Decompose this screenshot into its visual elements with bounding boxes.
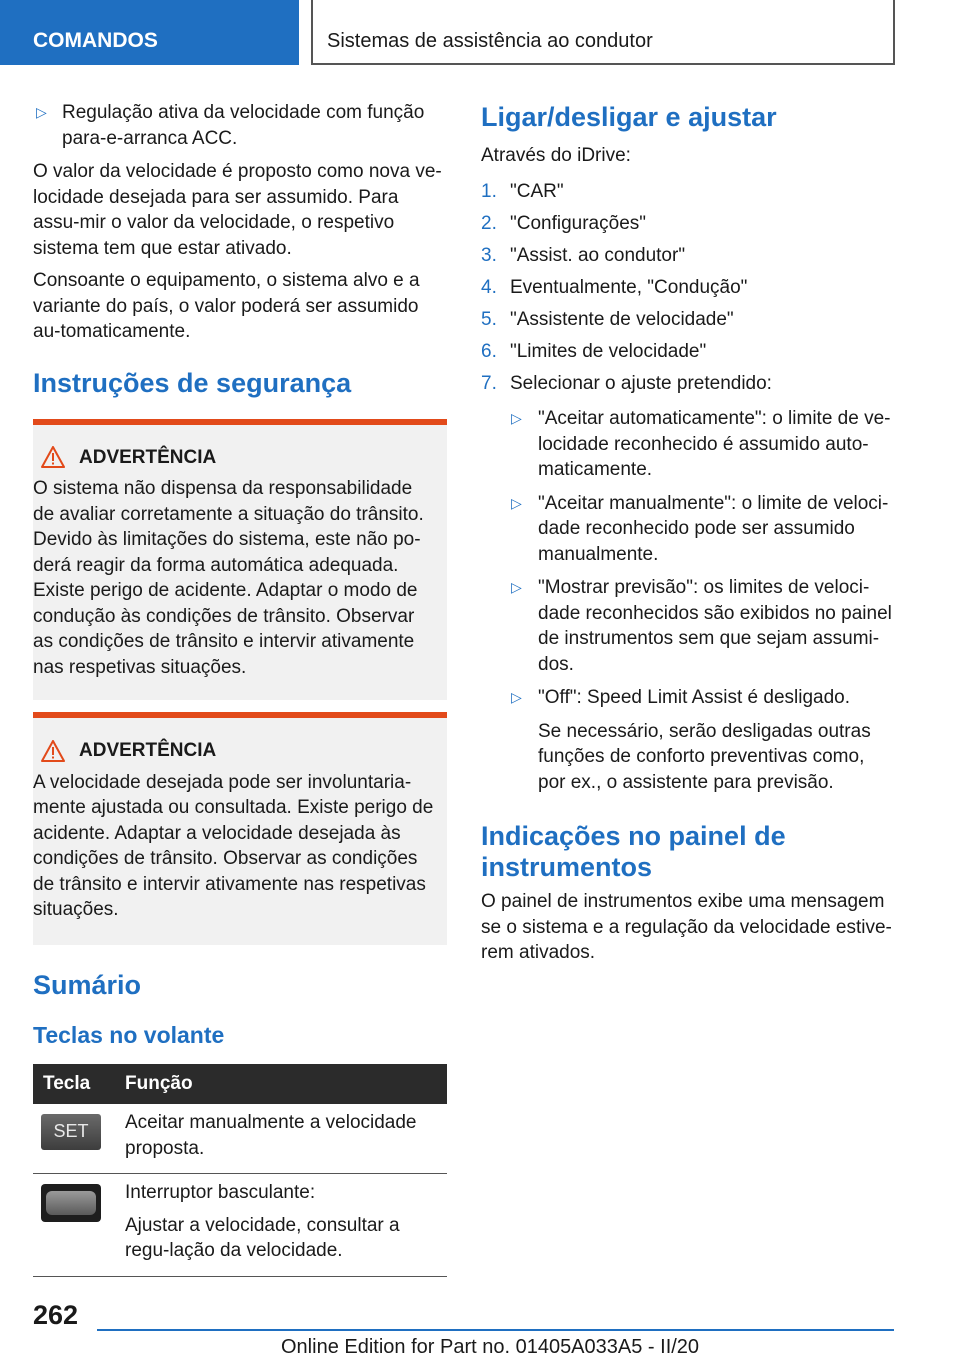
list-item: 5. "Assistente de velocidade" xyxy=(481,308,734,330)
list-item: ▷ "Mostrar previsão": os limites de veloci-dade reconhecidos são exibidos no painel de instrumentos sem que sejam assumi-dos. xyxy=(511,577,892,675)
triangle-bullet-icon: ▷ xyxy=(511,579,522,595)
table-header-row xyxy=(33,1064,447,1104)
list-item: 7. Selecionar o ajuste pretendido: xyxy=(481,372,772,394)
warning-box xyxy=(33,712,447,945)
list-item: 2. "Configurações" xyxy=(481,212,647,234)
list-item: ▷ "Aceitar manualmente": o limite de veloci-dade reconhecido pode ser assumido manualmente. xyxy=(511,492,889,565)
triangle-bullet-icon: ▷ xyxy=(511,689,522,705)
heading-keys: Teclas no volante xyxy=(33,1021,225,1048)
heading-summary: Sumário xyxy=(33,969,142,1000)
keys-table xyxy=(33,1064,447,1277)
warning-body: A velocidade desejada pode ser involuntaria-mente ajustada ou consultada. Existe perigo de acidente. Adaptar a velocidade desejada às condições de trânsito. Observar as condições de trânsito e intervir ativamente nas respetivas situações. xyxy=(33,771,434,920)
table-cell-function: Aceitar manualmente a velocidade proposta. xyxy=(115,1104,447,1174)
list-item: ▷ "Aceitar automaticamente": o limite de ve-locidade reconhecido é assumido auto-maticamente. xyxy=(511,408,891,480)
list-item: 3. "Assist. ao condutor" xyxy=(481,244,686,266)
footer-divider xyxy=(97,1329,894,1331)
table-cell-function: Interruptor basculante: xyxy=(125,1182,316,1203)
header-section: COMANDOS xyxy=(0,0,299,65)
list-item: 4. Eventualmente, "Condução" xyxy=(481,276,748,298)
triangle-bullet-icon: ▷ xyxy=(511,410,522,426)
table-row xyxy=(33,1104,447,1174)
warning-triangle-icon xyxy=(41,740,65,762)
warning-body: O sistema não dispensa da responsabilidade de avaliar corretamente a situação do trânsito. Devido às limitações do sistema, este não po-derá reagir da forma automática adequada. Existe perigo de acidente. Adaptar o modo de condução às condições de trânsito. Observar as condições de trânsito e intervir ativamente nas respetivas situações. xyxy=(33,478,424,678)
list-item: 6. "Limites de velocidade" xyxy=(481,340,707,362)
warning-triangle-icon xyxy=(41,446,65,468)
list-item: ▷ Regulação ativa da velocidade com função para-e-arranca ACC. xyxy=(36,102,425,149)
table-cell-function: Ajustar a velocidade, consultar a regu-lação da velocidade. xyxy=(125,1214,400,1261)
table-header-function: Função xyxy=(115,1064,447,1104)
paragraph: O valor da velocidade é proposto como nova ve-locidade desejada para ser assumido. Para assu-mir o valor da velocidade, o respetivo sistema tem que estar ativado. xyxy=(33,161,442,259)
list-item: ▷ "Off": Speed Limit Assist é desligado. xyxy=(481,685,896,711)
set-button-icon: SET xyxy=(41,1114,101,1150)
table-row xyxy=(33,1174,447,1277)
header-chapter: Sistemas de assistência ao condutor xyxy=(311,0,895,65)
paragraph: Se necessário, serão desligadas outras funções de conforto preventivas como, por ex., o assistente para previsão. xyxy=(538,720,871,793)
heading-safety: Instruções de segurança xyxy=(33,367,352,398)
paragraph: Através do iDrive: xyxy=(481,145,631,166)
right-column xyxy=(481,100,896,973)
warning-box xyxy=(33,419,447,701)
paragraph: O painel de instrumentos exibe uma mensagem se o sistema e a regulação da velocidade estive-rem ativados. xyxy=(481,891,892,963)
heading-display: Indicações no painel de instrumentos xyxy=(481,821,786,882)
footer-edition: Online Edition for Part no. 01405A033A5 - II/20 xyxy=(281,1336,700,1358)
paragraph: Consoante o equipamento, o sistema alvo e a variante do país, o valor poderá ser assumido au-tomaticamente. xyxy=(33,270,420,342)
page-number: 262 xyxy=(33,1300,79,1330)
left-column xyxy=(33,100,447,1277)
steps-list xyxy=(481,179,896,397)
table-header-key: Tecla xyxy=(33,1064,115,1104)
list-item: 1. "CAR" xyxy=(481,180,564,202)
heading-on-off: Ligar/desligar e ajustar xyxy=(481,102,777,132)
triangle-bullet-icon: ▷ xyxy=(36,104,47,120)
rocker-switch-icon xyxy=(41,1184,101,1222)
warning-title: ADVERTÊNCIA xyxy=(79,446,217,468)
triangle-bullet-icon: ▷ xyxy=(511,494,522,511)
warning-title: ADVERTÊNCIA xyxy=(79,740,217,761)
